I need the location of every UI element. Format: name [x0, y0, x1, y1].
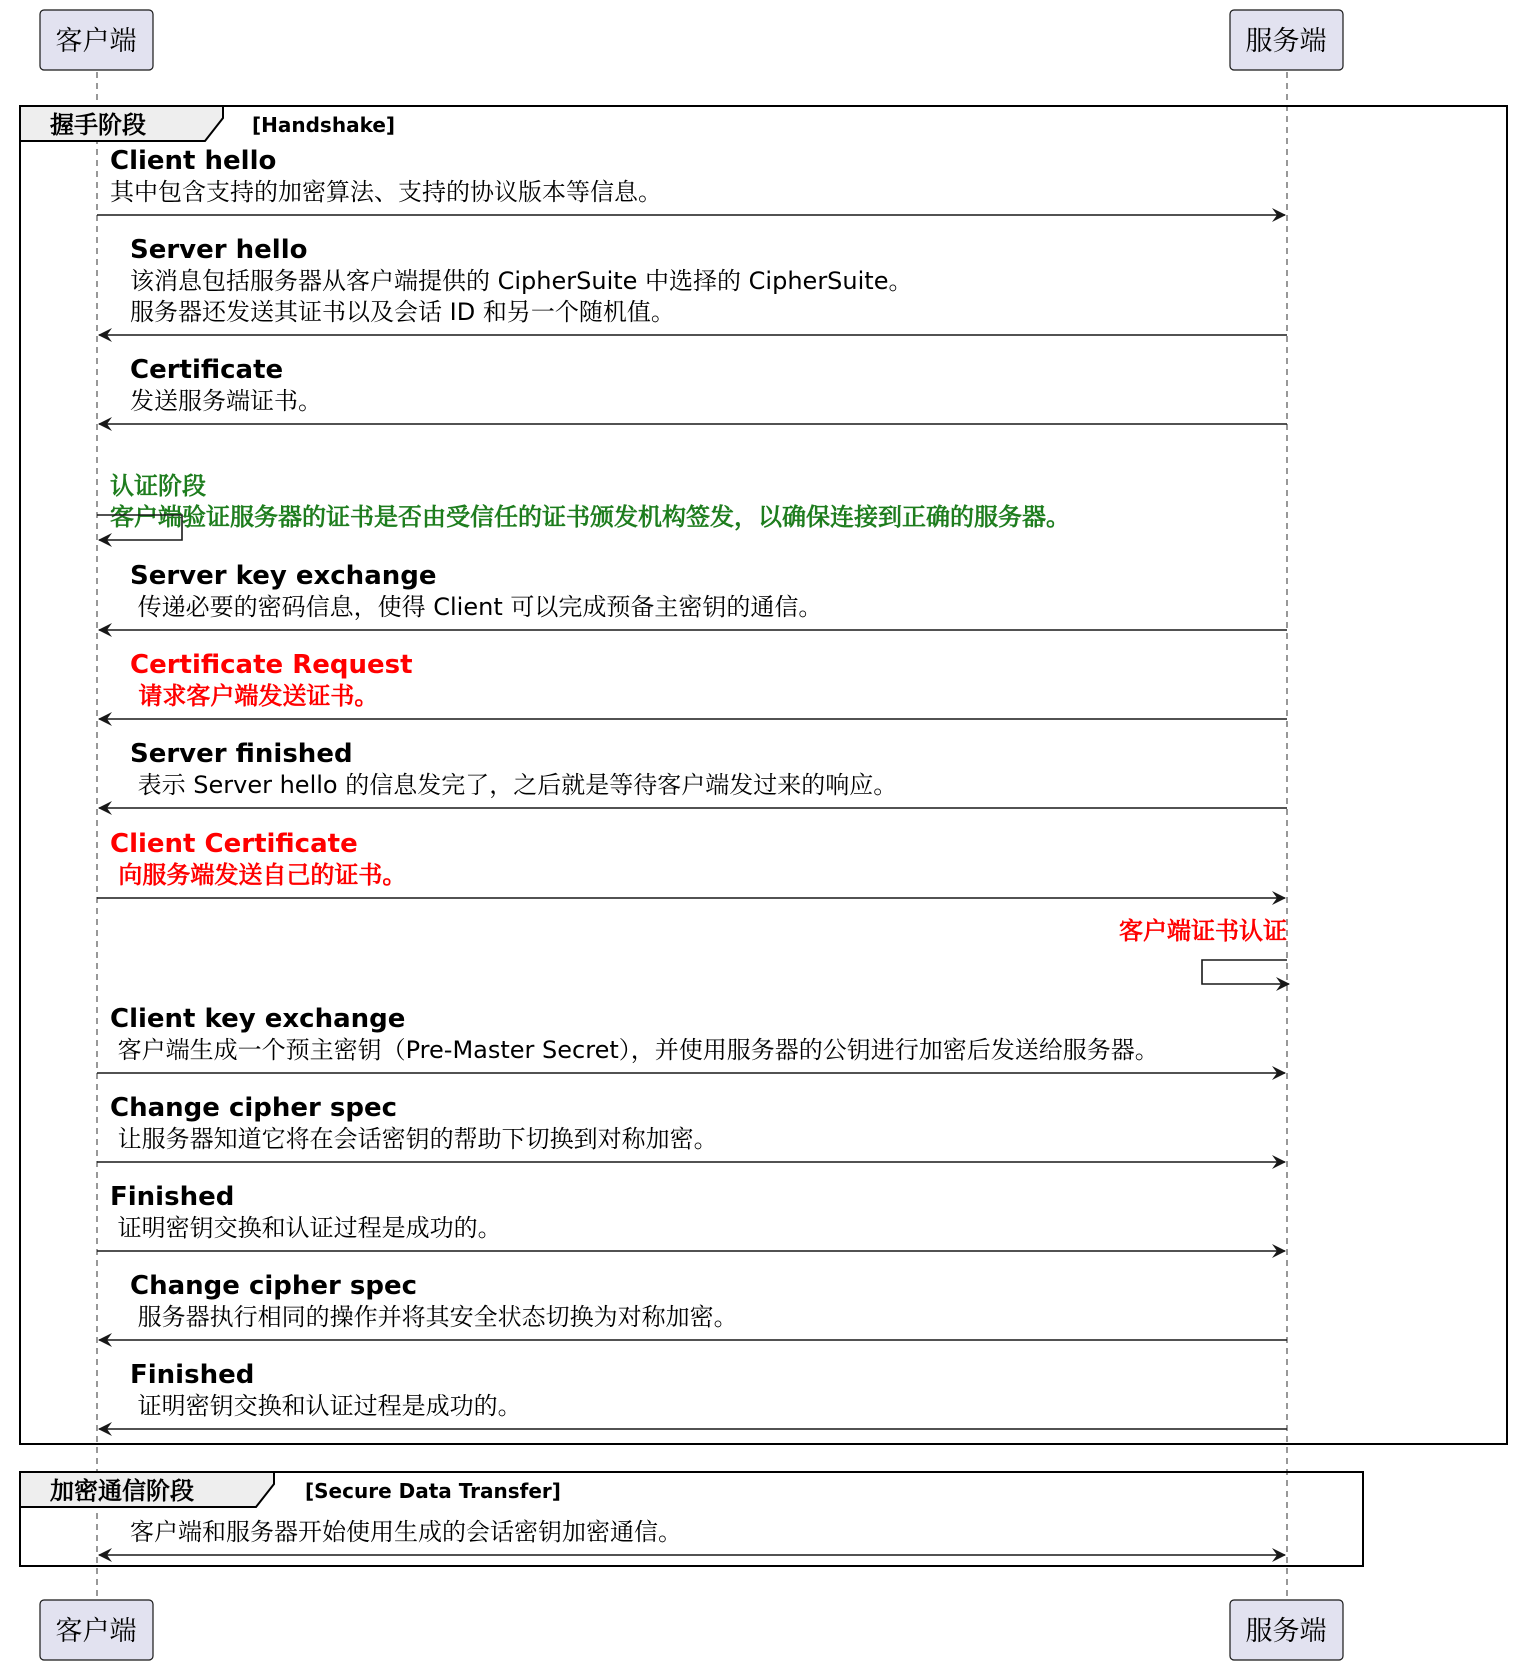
message-10-title: Change cipher spec [110, 1093, 398, 1123]
message-3 [97, 472, 1070, 540]
message-10 [97, 1093, 1285, 1162]
client-actor-bottom-label: 客户端 [55, 1616, 137, 1647]
message-7 [97, 829, 1285, 898]
secure-transfer-frame-title: 加密通信阶段 [50, 1477, 194, 1505]
message-13-line-0: 证明密钥交换和认证过程是成功的。 [130, 1392, 522, 1420]
client-actor-bottom [40, 1600, 153, 1660]
message-5 [99, 650, 1287, 719]
message-9-line-0: 客户端生成一个预主密钥（Pre-Master Secret），并使用服务器的公钥进行加密后发送给服务器。 [110, 1036, 1159, 1064]
handshake-frame-title: 握手阶段 [50, 111, 146, 139]
message-13 [99, 1360, 1287, 1429]
message-6 [99, 739, 1287, 808]
message-9-title: Client key exchange [110, 1004, 406, 1034]
message-1-title: Server hello [130, 235, 308, 265]
message-11-title: Finished [110, 1182, 235, 1212]
message-10-line-0: 让服务器知道它将在会话密钥的帮助下切换到对称加密。 [110, 1125, 718, 1153]
message-3-line-0: 客户端验证服务器的证书是否由受信任的证书颁发机构签发，以确保连接到正确的服务器。 [110, 503, 1070, 531]
server-actor-top [1230, 10, 1343, 70]
message-13-title: Finished [130, 1360, 255, 1390]
client-actor-top [40, 10, 153, 70]
message-list [97, 146, 1289, 1555]
message-4-line-0: 传递必要的密码信息，使得 Client 可以完成预备主密钥的通信。 [130, 593, 823, 621]
message-5-line-0: 请求客户端发送证书。 [130, 682, 379, 710]
message-12 [99, 1271, 1287, 1340]
server-actor-top-label: 服务端 [1245, 26, 1327, 57]
message-1 [99, 235, 1287, 335]
message-2-title: Certificate [130, 355, 284, 385]
message-11-line-0: 证明密钥交换和认证过程是成功的。 [110, 1214, 502, 1242]
message-6-title: Server finished [130, 739, 353, 769]
message-8 [1119, 917, 1289, 984]
message-2 [99, 355, 1287, 424]
message-4 [99, 561, 1287, 630]
message-5-title: Certificate Request [130, 650, 413, 680]
message-0-line-0: 其中包含支持的加密算法、支持的协议版本等信息。 [110, 178, 662, 206]
message-7-line-0: 向服务端发送自己的证书。 [110, 861, 407, 889]
handshake-frame-condition: [Handshake] [252, 113, 396, 137]
message-1-line-0: 该消息包括服务器从客户端提供的 CipherSuite 中选择的 CipherSuite。 [130, 267, 913, 295]
message-6-line-0: 表示 Server hello 的信息发完了，之后就是等待客户端发过来的响应。 [130, 771, 898, 799]
message-0-title: Client hello [110, 146, 277, 176]
server-actor-bottom [1230, 1600, 1343, 1660]
message-8-title: 客户端证书认证 [1119, 917, 1287, 945]
message-12-line-0: 服务器执行相同的操作并将其安全状态切换为对称加密。 [130, 1303, 738, 1331]
message-2-line-0: 发送服务端证书。 [130, 387, 322, 415]
message-12-title: Change cipher spec [130, 1271, 418, 1301]
message-8-arrow [1202, 960, 1289, 984]
message-14-line-0: 客户端和服务器开始使用生成的会话密钥加密通信。 [130, 1518, 682, 1546]
message-11 [97, 1182, 1285, 1251]
message-0 [97, 146, 1285, 215]
message-9 [97, 1004, 1285, 1073]
secure-transfer-frame-condition: [Secure Data Transfer] [305, 1479, 561, 1503]
message-14 [99, 1518, 1285, 1555]
client-actor-top-label: 客户端 [55, 26, 137, 57]
server-actor-bottom-label: 服务端 [1245, 1616, 1327, 1647]
message-4-title: Server key exchange [130, 561, 437, 591]
message-1-line-1: 服务器还发送其证书以及会话 ID 和另一个随机值。 [130, 298, 675, 326]
message-7-title: Client Certificate [110, 829, 358, 859]
message-3-title: 认证阶段 [110, 472, 206, 500]
